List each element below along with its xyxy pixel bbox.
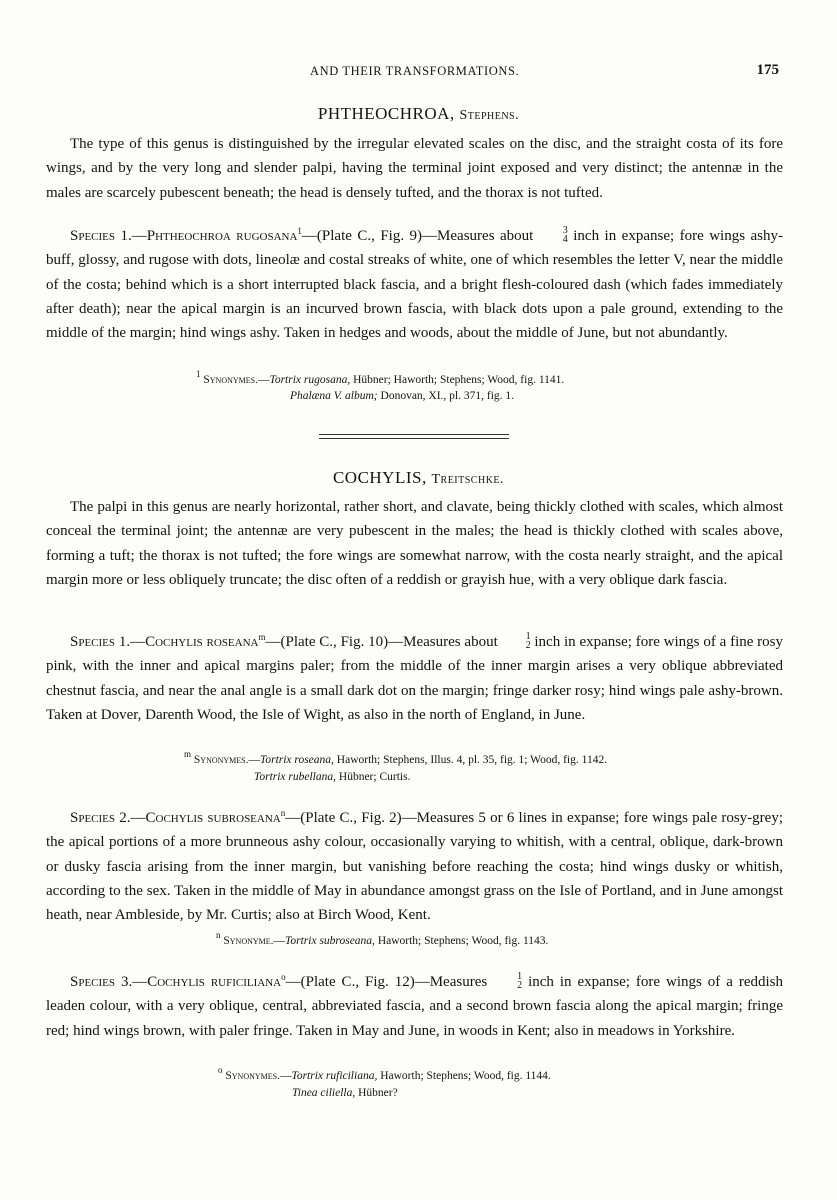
synonym-name: Tortrix ruficiliana,	[291, 1070, 378, 1082]
species-entry-cochylis-roseana	[46, 630, 783, 727]
synonym-refs: Haworth; Stephens; Wood, fig. 1144.	[380, 1070, 551, 1082]
synonym-name: Tortrix roseana,	[260, 754, 334, 766]
species-label: Species 1.—Phtheochroa rugosana	[70, 228, 298, 244]
synonym-refs: Haworth; Stephens, Illus. 4, pl. 35, fig. 1; Wood, fig. 1142.	[336, 754, 608, 766]
species-text-b: inch in expanse; fore wings of a fine rosy pink, with the inner and apical margins paler; from the middle of the inner margin arises a very oblique abbreviated chestnut fascia, and near the anal angle is a small dark dot on the margin; fringe darker rosy; hind wings pale ashy-brown. Taken at Dover, Darenth Wood, the Isle of Wight, as also in the north of England, in June.	[46, 634, 784, 723]
section-divider	[319, 438, 509, 439]
synonyms-footnote-1: $^1$ Synonymes.—Tortrix rugosana, Hübner; Haworth; Stephens; Wood, fig. 1141.	[196, 369, 565, 386]
fraction	[493, 972, 522, 990]
synonym-name: Tortrix rubellana,	[254, 771, 337, 783]
fraction-denominator: 4	[562, 234, 568, 245]
fraction-denominator: 2	[517, 980, 523, 991]
fraction-denominator: 2	[525, 640, 531, 651]
section-divider	[319, 434, 509, 435]
footnote-mark: 1	[196, 369, 201, 379]
synonym-name: Tinea ciliella,	[292, 1087, 356, 1099]
synonym-refs: Hübner?	[358, 1087, 398, 1099]
genus-description-cochylis: The palpi in this genus are nearly horizontal, rather short, and clavate, being thickly clothed with scales, which almost conceal the terminal joint; the antennæ are very pubescent in the males; the head is thickly clothed with scales above, forming a tuft; the thorax is not tufted; the fore wings are somewhat narrow, with the costa nearly straight, and the apical margin more or less obliquely truncate; the disc often of a reddish or grayish hue, with a very oblique dark fascia.	[46, 499, 783, 588]
species-text-a: —(Plate C., Fig. 10)—Measures about	[265, 634, 498, 650]
genus-heading-phtheochroa	[0, 104, 837, 124]
species-text-b: inch in expanse; fore wings ashy-buff, glossy, and rugose with dots, lineolæ and costal streaks of white, one of which resembles the letter V, near the middle of the costa; behind which is a short interrupted black fascia, and a bright flesh-coloured dash (which fades immediately after death); near the apical margin is an incurved brown fascia, with black dots upon a pale ground, extending to the middle of the margin; hind wings ashy. Taken in hedges and woods, about the middle of June, but not abundantly.	[46, 228, 783, 342]
synonyms-label: Synonymes.	[225, 1070, 280, 1082]
genus-author: Stephens.	[459, 108, 520, 123]
synonyms-label: Synonyme.	[223, 935, 274, 947]
footnote-mark: n	[280, 808, 286, 818]
genus-name: COCHYLIS,	[332, 468, 427, 487]
species-entry-cochylis-subroseana	[46, 806, 783, 927]
footnote-mark: 1	[297, 226, 302, 236]
synonyms-footnote-m: $^m$ Synonymes.—Tortrix roseana, Haworth; Stephens, Illus. 4, pl. 35, fig. 1; Wood, fig. 1142.	[184, 749, 608, 766]
species-label: Species 2.—Cochylis subroseana	[70, 810, 281, 826]
fraction-numerator: 3	[562, 225, 568, 236]
fraction	[539, 226, 568, 244]
fraction-numerator: 1	[525, 631, 531, 642]
running-head: AND THEIR TRANSFORMATIONS.	[310, 64, 520, 78]
page-number: 175	[756, 62, 779, 78]
footnote-mark: o	[281, 972, 286, 982]
footnote-mark: m	[258, 632, 266, 642]
species-text: —(Plate C., Fig. 2)—Measures 5 or 6 lines in expanse; fore wings pale rosy-grey; the apical portions of a more brunneous ashy colour, occasionally varying to whitish, with a central, oblique, dark-brown or dusky fascia arising from the inner margin, but vanishing before reaching the costa; hind wings dusky or whitish, according to the sex. Taken in the middle of May in abundance amongst grass on the Isle of Portland, and in June amongst heath, near Ambleside, by Mr. Curtis; also at Birch Wood, Kent.	[46, 810, 783, 924]
synonyms-footnote-1-line2	[290, 388, 514, 404]
synonym-name: Tortrix rugosana,	[269, 374, 351, 386]
synonyms-label: Synonymes.	[193, 754, 249, 766]
footnote-mark: o	[218, 1065, 223, 1075]
synonym-refs: Hübner; Curtis.	[338, 771, 411, 783]
fraction	[502, 632, 531, 650]
species-entry-phtheochroa-rugosana	[46, 224, 783, 345]
synonym-name: Phalæna V. album;	[290, 390, 378, 402]
synonym-refs: Hübner; Haworth; Stephens; Wood, fig. 1141.	[353, 374, 565, 386]
synonym-name: Tortrix subroseana,	[285, 935, 375, 947]
genus-author: Treitschke.	[431, 472, 505, 487]
species-entry-cochylis-ruficiliana	[46, 970, 783, 1043]
synonyms-footnote-n: $^n$ Synonyme.—Tortrix subroseana, Haworth; Stephens; Wood, fig. 1143.	[216, 930, 549, 947]
synonym-refs: Haworth; Stephens; Wood, fig. 1143.	[377, 935, 549, 947]
genus-name: PHTHEOCHROA,	[317, 104, 455, 123]
species-label: Species 1.—Cochylis roseana	[70, 634, 259, 650]
footnote-mark: n	[216, 930, 221, 940]
genus-description-phtheochroa: The type of this genus is distinguished by the irregular elevated scales on the disc, and the straight costa of its fore wings, and by the very long and slender palpi, having the terminal joint exposed and very distinct; the antennæ in the males are scarcely pubescent beneath; the head is densely tufted, and the thorax is not tufted.	[46, 136, 783, 201]
species-label: Species 3.—Cochylis ruficiliana	[70, 974, 282, 990]
synonyms-footnote-o: $^o$ Synonymes.—Tortrix ruficiliana, Haworth; Stephens; Wood, fig. 1144.	[218, 1065, 551, 1082]
synonyms-label: Synonymes.	[203, 374, 258, 386]
genus-heading-cochylis	[0, 468, 837, 488]
footnote-mark: m	[184, 749, 192, 759]
species-text-a: —(Plate C., Fig. 9)—Measures about	[301, 228, 534, 244]
synonyms-footnote-o-line2	[292, 1085, 398, 1101]
synonym-refs: Donovan, XI., pl. 371, fig. 1.	[380, 390, 515, 402]
species-text-a: —(Plate C., Fig. 12)—Measures	[285, 974, 488, 990]
fraction-numerator: 1	[517, 971, 523, 982]
synonyms-footnote-m-line2	[254, 769, 410, 785]
species-text-b: inch in expanse; fore wings of a reddish leaden colour, with a very oblique, central, abbreviated fascia, and a second brown fascia along the apical margin; fringe red; hind wings brown, with paler fringe. Taken in May and June, in woods in Kent; also in meadows in Yorkshire.	[46, 974, 784, 1039]
